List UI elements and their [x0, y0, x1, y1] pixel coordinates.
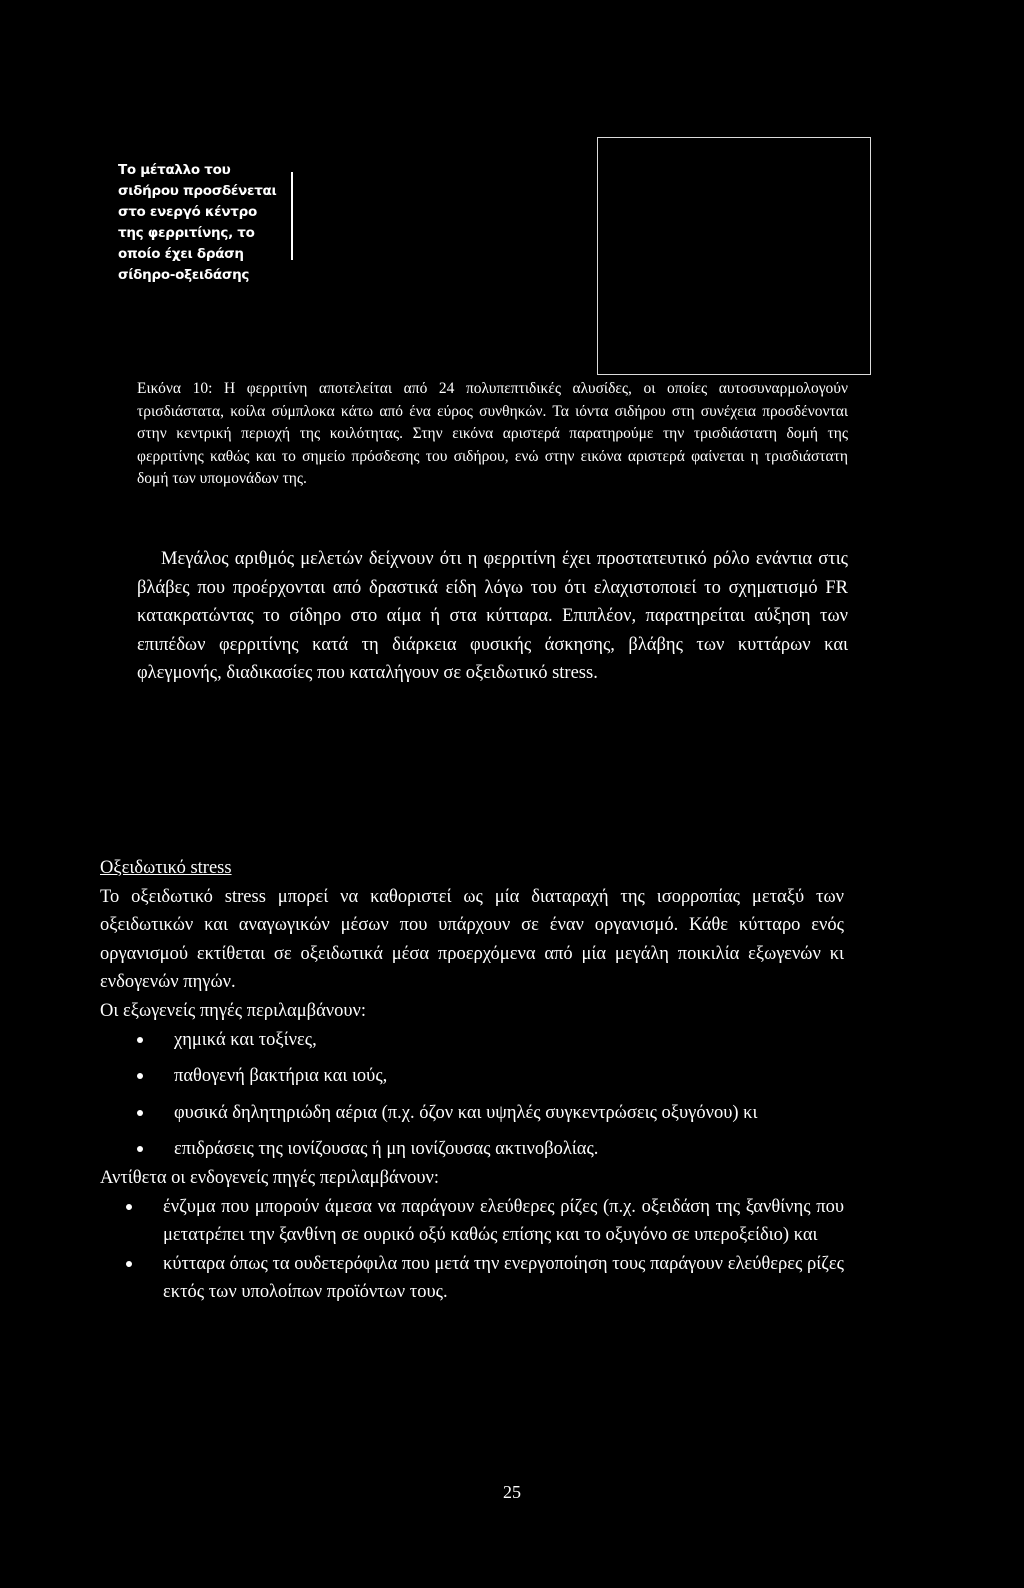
endogenous-intro: Αντίθετα οι ενδογενείς πηγές περιλαμβάνουν: [100, 1167, 439, 1188]
list-item [100, 1026, 844, 1055]
figure-caption: Εικόνα 10: Η φερριτίνη αποτελείται από 24 πολυπεπτιδικές αλυσίδες, οι οποίες αυτοσυναρμολογούν τρισδιάστατα, κοίλα σύμπλοκα κάτω από ένα εύρος συνθηκών. Τα ιόντα σιδήρου στη συνέχεια προσδένονται στην κεντρική περιοχή της κοιλότητας. Στην εικόνα αριστερά παρατηρούμε την τρισδιάστατη δομή της φερριτίνης καθώς και το σημείο πρόσδεσης του σιδήρου, ενώ στην εικόνα αριστερά φαίνεται η τρισδιάστατη δομή των υπομονάδων της. [137, 380, 848, 487]
callout-pointer-line [291, 172, 293, 260]
list-item-text: επιδράσεις της ιονίζουσας ή μη ιονίζουσας ακτινοβολίας. [174, 1139, 599, 1160]
list-item-text: ένζυμα που μπορούν άμεσα να παράγουν ελεύθερες ρίζες (π.χ. οξειδάση της ξανθίνης που μετατρέπει την ξανθίνη σε ουρικό οξύ καθώς επίσης και το οξυγόνο σε υπεροξείδιο) και [163, 1196, 844, 1246]
list-item-text: κύτταρα όπως τα ουδετερόφιλα που μετά την ενεργοποίηση τους παράγουν ελεύθερες ρίζες εκτός των υπολοίπων προϊόντων τους. [163, 1253, 844, 1303]
page-number: 25 [503, 1482, 521, 1502]
bullet-icon [126, 1204, 132, 1210]
bullet-icon [137, 1110, 143, 1116]
bullet-icon [137, 1073, 143, 1079]
section-heading: Οξειδωτικό stress [100, 858, 232, 878]
exogenous-list [100, 1026, 844, 1164]
list-item-text: φυσικά δηλητηριώδη αέρια (π.χ. όζον και υψηλές συγκεντρώσεις οξυγόνου) κι [174, 1102, 758, 1123]
list-item [100, 1193, 844, 1250]
list-item [100, 1135, 844, 1164]
exogenous-intro: Οι εξωγενείς πηγές περιλαμβάνουν: [100, 1000, 367, 1021]
list-item [100, 1250, 844, 1307]
endogenous-list [100, 1193, 844, 1307]
oxidative-stress-section [100, 854, 844, 1307]
bullet-icon [126, 1261, 132, 1267]
list-item-text: παθογενή βακτήρια και ιούς, [174, 1066, 388, 1087]
list-item [100, 1062, 844, 1091]
figure-callout: Το μέταλλο του σιδήρου προσδένεται στο ενεργό κέντρο της φερριτίνης, το οποίο έχει δράση σίδηρο-οξειδάσης [118, 162, 277, 283]
body-paragraph: Μεγάλος αριθμός μελετών δείχνουν ότι η φερριτίνη έχει προστατευτικό ρόλο ενάντια στις βλάβες που προέρχονται από δραστικά είδη λόγω του ότι ελαχιστοποιεί το σχηματισμό FR κατακρατώντας το σίδηρο στο αίμα ή στα κύτταρα. Επιπλέον, παρατηρείται αύξηση των επιπέδων φερριτίνης κατά τη διάρκεια φυσικής άσκησης, βλάβης των κυττάρων και φλεγμονής, διαδικασίες που καταλήγουν σε οξειδωτικό stress. [137, 549, 848, 684]
bullet-icon [137, 1037, 143, 1043]
figure-image-frame [597, 137, 871, 375]
list-item-text: χημικά και τοξίνες, [174, 1029, 317, 1050]
bullet-icon [137, 1146, 143, 1152]
section-intro: Το οξειδωτικό stress μπορεί να καθοριστεί ως μία διαταραχή της ισορροπίας μεταξύ των οξειδωτικών και αναγωγικών μέσων που υπάρχουν σε έναν οργανισμό. Κάθε κύτταρο ενός οργανισμού εκτίθεται σε οξειδωτικά μέσα προερχόμενα από μία μεγάλη ποικιλία εξωγενών κι ενδογενών πηγών. [100, 886, 844, 993]
list-item [100, 1099, 844, 1128]
